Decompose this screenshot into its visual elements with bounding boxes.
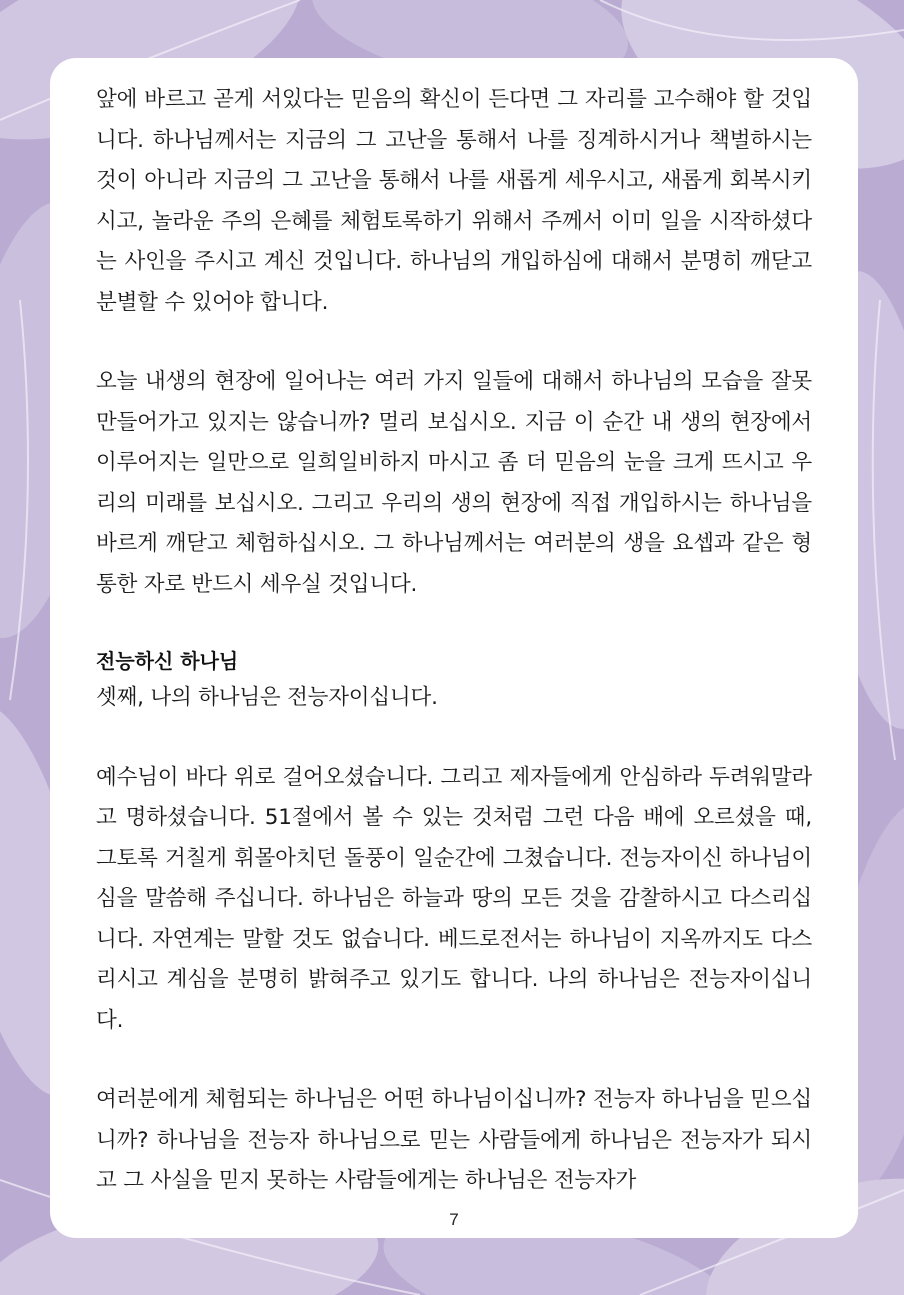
body-paragraph: 여러분에게 체험되는 하나님은 어떤 하나님이십니까? 전능자 하나님을 믿으십니까? 하나님을 전능자 하나님으로 믿는 사람들에게 하나님은 전능자가 되시고 그 사실을 믿지 못하는 사람들에게는 하나님은 전능자가 <box>96 1087 812 1193</box>
body-paragraph: 예수님이 바다 위로 걸어오셨습니다. 그리고 제자들에게 안심하라 두려워말라고 명하셨습니다. 51절에서 볼 수 있는 것처럼 그런 다음 배에 오르셨을 때, 그토록 거칠게 휘몰아치던 돌풍이 일순간에 그쳤습니다. 전능자이신 하나님이심을 말씀해 주십니다. 하나님은 하늘과 땅의 모든 것을 감찰하시고 다스리십니다. 자연계는 말할 것도 없습니다. 베드로전서는 하나님이 지옥까지도 다스리시고 계심을 분명히 밝혀주고 있기도 합니다. 나의 하나님은 전능자이십니다. <box>96 764 812 1033</box>
section-heading: 전능하신 하나님 <box>96 649 239 673</box>
paragraph-gap <box>96 719 812 758</box>
paragraph-gap <box>96 323 812 362</box>
body-paragraph: 앞에 바르고 곧게 서있다는 믿음의 확신이 든다면 그 자리를 고수해야 할 것입니다. 하나님께서는 지금의 그 고난을 통해서 나를 징계하시거나 책벌하시는 것이 아니라 지금의 그 고난을 통해서 나를 새롭게 세우시고, 새롭게 회복시키시고, 놀라운 주의 은혜를 체험토록하기 위해서 주께서 이미 일을 시작하셨다는 사인을 주시고 계신 것입니다. 하나님의 개입하심에 대해서 분명히 깨닫고 분별할 수 있어야 합니다. <box>96 87 812 315</box>
body-paragraph: 오늘 내생의 현장에 일어나는 여러 가지 일들에 대해서 하나님의 모습을 잘못 만들어가고 있지는 않습니까? 멀리 보십시오. 지금 이 순간 내 생의 현장에서 이루어지는 일만으로 일희일비하지 마시고 좀 더 믿음의 눈을 크게 뜨시고 우리의 미래를 보십시오. 그리고 우리의 생의 현장에 직접 개입하시는 하나님을 바르게 깨닫고 체험하십시오. 그 하나님께서는 여러분의 생을 요셉과 같은 형통한 자로 반드시 세우실 것입니다. <box>96 369 812 597</box>
section-intro: 셋째, 나의 하나님은 전능자이십니다. <box>96 685 438 710</box>
paragraph-gap <box>96 1041 812 1080</box>
page-number: 7 <box>449 1210 459 1229</box>
page-card <box>50 58 858 1238</box>
paragraph-gap <box>96 605 812 644</box>
